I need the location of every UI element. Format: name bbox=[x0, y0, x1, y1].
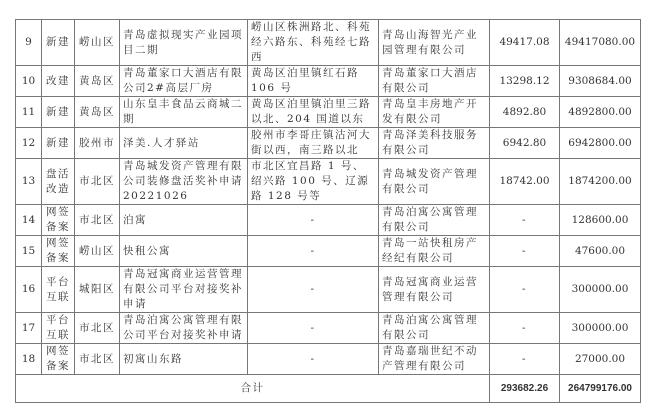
company-cell: 青岛泽美科技服务有限公司 bbox=[379, 128, 490, 159]
company-cell: 青岛董家口大酒店有限公司 bbox=[379, 66, 490, 97]
subsidy-amount-cell: 49417080.00 bbox=[560, 20, 641, 66]
area-cell: - bbox=[490, 236, 560, 267]
row-number-cell: 17 bbox=[16, 313, 42, 344]
district-cell: 市北区 bbox=[75, 344, 120, 375]
project-name-cell: 青岛虚拟现实产业园项目二期 bbox=[120, 20, 248, 66]
project-name-cell: 泊寓 bbox=[120, 205, 248, 236]
project-name-cell: 青岛城发资产管理有限公司装修盘活奖补申请20221026 bbox=[120, 159, 248, 205]
subsidy-amount-cell: 4892800.00 bbox=[560, 97, 641, 128]
build-type-cell: 网签备案 bbox=[42, 205, 75, 236]
subsidy-amount-cell: 6942800.00 bbox=[560, 128, 641, 159]
address-cell: - bbox=[248, 236, 379, 267]
project-name-cell: 青岛泊寓公寓管理有限公司平台对接奖补申请 bbox=[120, 313, 248, 344]
company-cell: 青岛山海智光产业园管理有限公司 bbox=[379, 20, 490, 66]
address-cell: 黄岛区泊里镇泊里三路以北、204 国道以东 bbox=[248, 97, 379, 128]
table-row bbox=[16, 205, 641, 236]
build-type-cell: 网签备案 bbox=[42, 236, 75, 267]
row-number-cell: 12 bbox=[16, 128, 42, 159]
area-cell: 13298.12 bbox=[490, 66, 560, 97]
area-cell: 18742.00 bbox=[490, 159, 560, 205]
subsidy-amount-cell: 27000.00 bbox=[560, 344, 641, 375]
company-cell: 青岛城发资产管理有限公司 bbox=[379, 159, 490, 205]
build-type-cell: 新建 bbox=[42, 97, 75, 128]
address-cell: - bbox=[248, 267, 379, 313]
build-type-cell: 网签备案 bbox=[42, 344, 75, 375]
company-cell: 青岛嘉瑞世纪不动产管理有限公司 bbox=[379, 344, 490, 375]
total-amount: 264799176.00 bbox=[560, 375, 641, 403]
address-cell: - bbox=[248, 313, 379, 344]
table-row bbox=[16, 66, 641, 97]
address-cell: 市北区宜昌路 1 号、绍兴路 100 号、辽源路 128 号等 bbox=[248, 159, 379, 205]
area-cell: - bbox=[490, 313, 560, 344]
district-cell: 市北区 bbox=[75, 159, 120, 205]
address-cell: 胶州市李哥庄镇沽河大街以西，南三路以北 bbox=[248, 128, 379, 159]
row-number-cell: 15 bbox=[16, 236, 42, 267]
project-name-cell: 初寓山东路 bbox=[120, 344, 248, 375]
company-cell: 青岛泊寓公寓管理有限公司 bbox=[379, 313, 490, 344]
project-name-cell: 青岛冠寓商业运营管理有限公司平台对接奖补申请 bbox=[120, 267, 248, 313]
subsidy-amount-cell: 9308684.00 bbox=[560, 66, 641, 97]
district-cell: 崂山区 bbox=[75, 236, 120, 267]
total-row bbox=[16, 375, 641, 403]
area-cell: - bbox=[490, 344, 560, 375]
company-cell: 青岛皇丰房地产开发有限公司 bbox=[379, 97, 490, 128]
area-cell: 4892.80 bbox=[490, 97, 560, 128]
district-cell: 胶州市 bbox=[75, 128, 120, 159]
table-row bbox=[16, 97, 641, 128]
table-row bbox=[16, 267, 641, 313]
subsidy-amount-cell: 47600.00 bbox=[560, 236, 641, 267]
table-row bbox=[16, 20, 641, 66]
district-cell: 崂山区 bbox=[75, 20, 120, 66]
table-row bbox=[16, 159, 641, 205]
address-cell: 崂山区株洲路北、科苑经六路东、科苑经七路西 bbox=[248, 20, 379, 66]
address-cell: - bbox=[248, 205, 379, 236]
subsidy-amount-cell: 300000.00 bbox=[560, 267, 641, 313]
company-cell: 青岛泊寓公寓管理有限公司 bbox=[379, 205, 490, 236]
table-row bbox=[16, 128, 641, 159]
row-number-cell: 9 bbox=[16, 20, 42, 66]
build-type-cell: 盘活改造 bbox=[42, 159, 75, 205]
project-name-cell: 快租公寓 bbox=[120, 236, 248, 267]
table-row bbox=[16, 344, 641, 375]
district-cell: 市北区 bbox=[75, 205, 120, 236]
row-number-cell: 11 bbox=[16, 97, 42, 128]
subsidy-amount-cell: 300000.00 bbox=[560, 313, 641, 344]
area-cell: - bbox=[490, 267, 560, 313]
area-cell: - bbox=[490, 205, 560, 236]
project-name-cell: 山东皇丰食品云商城二期 bbox=[120, 97, 248, 128]
company-cell: 青岛一站快租房产经纪有限公司 bbox=[379, 236, 490, 267]
row-number-cell: 18 bbox=[16, 344, 42, 375]
district-cell: 市北区 bbox=[75, 313, 120, 344]
build-type-cell: 平台互联 bbox=[42, 313, 75, 344]
build-type-cell: 平台互联 bbox=[42, 267, 75, 313]
row-number-cell: 16 bbox=[16, 267, 42, 313]
company-cell: 青岛冠寓商业运营管理有限公司 bbox=[379, 267, 490, 313]
total-area: 293682.26 bbox=[490, 375, 560, 403]
project-name-cell: 泽美.人才驿站 bbox=[120, 128, 248, 159]
build-type-cell: 改建 bbox=[42, 66, 75, 97]
build-type-cell: 新建 bbox=[42, 20, 75, 66]
district-cell: 城阳区 bbox=[75, 267, 120, 313]
subsidy-amount-cell: 128600.00 bbox=[560, 205, 641, 236]
subsidy-table bbox=[15, 19, 641, 403]
row-number-cell: 10 bbox=[16, 66, 42, 97]
row-number-cell: 14 bbox=[16, 205, 42, 236]
area-cell: 6942.80 bbox=[490, 128, 560, 159]
district-cell: 黄岛区 bbox=[75, 66, 120, 97]
address-cell: 黄岛区泊里镇红石路 106 号 bbox=[248, 66, 379, 97]
subsidy-amount-cell: 1874200.00 bbox=[560, 159, 641, 205]
area-cell: 49417.08 bbox=[490, 20, 560, 66]
district-cell: 黄岛区 bbox=[75, 97, 120, 128]
total-label: 合计 bbox=[16, 375, 490, 403]
build-type-cell: 新建 bbox=[42, 128, 75, 159]
table-row bbox=[16, 313, 641, 344]
row-number-cell: 13 bbox=[16, 159, 42, 205]
project-name-cell: 青岛董家口大酒店有限公司2#高层厂房 bbox=[120, 66, 248, 97]
table-row bbox=[16, 236, 641, 267]
address-cell: - bbox=[248, 344, 379, 375]
